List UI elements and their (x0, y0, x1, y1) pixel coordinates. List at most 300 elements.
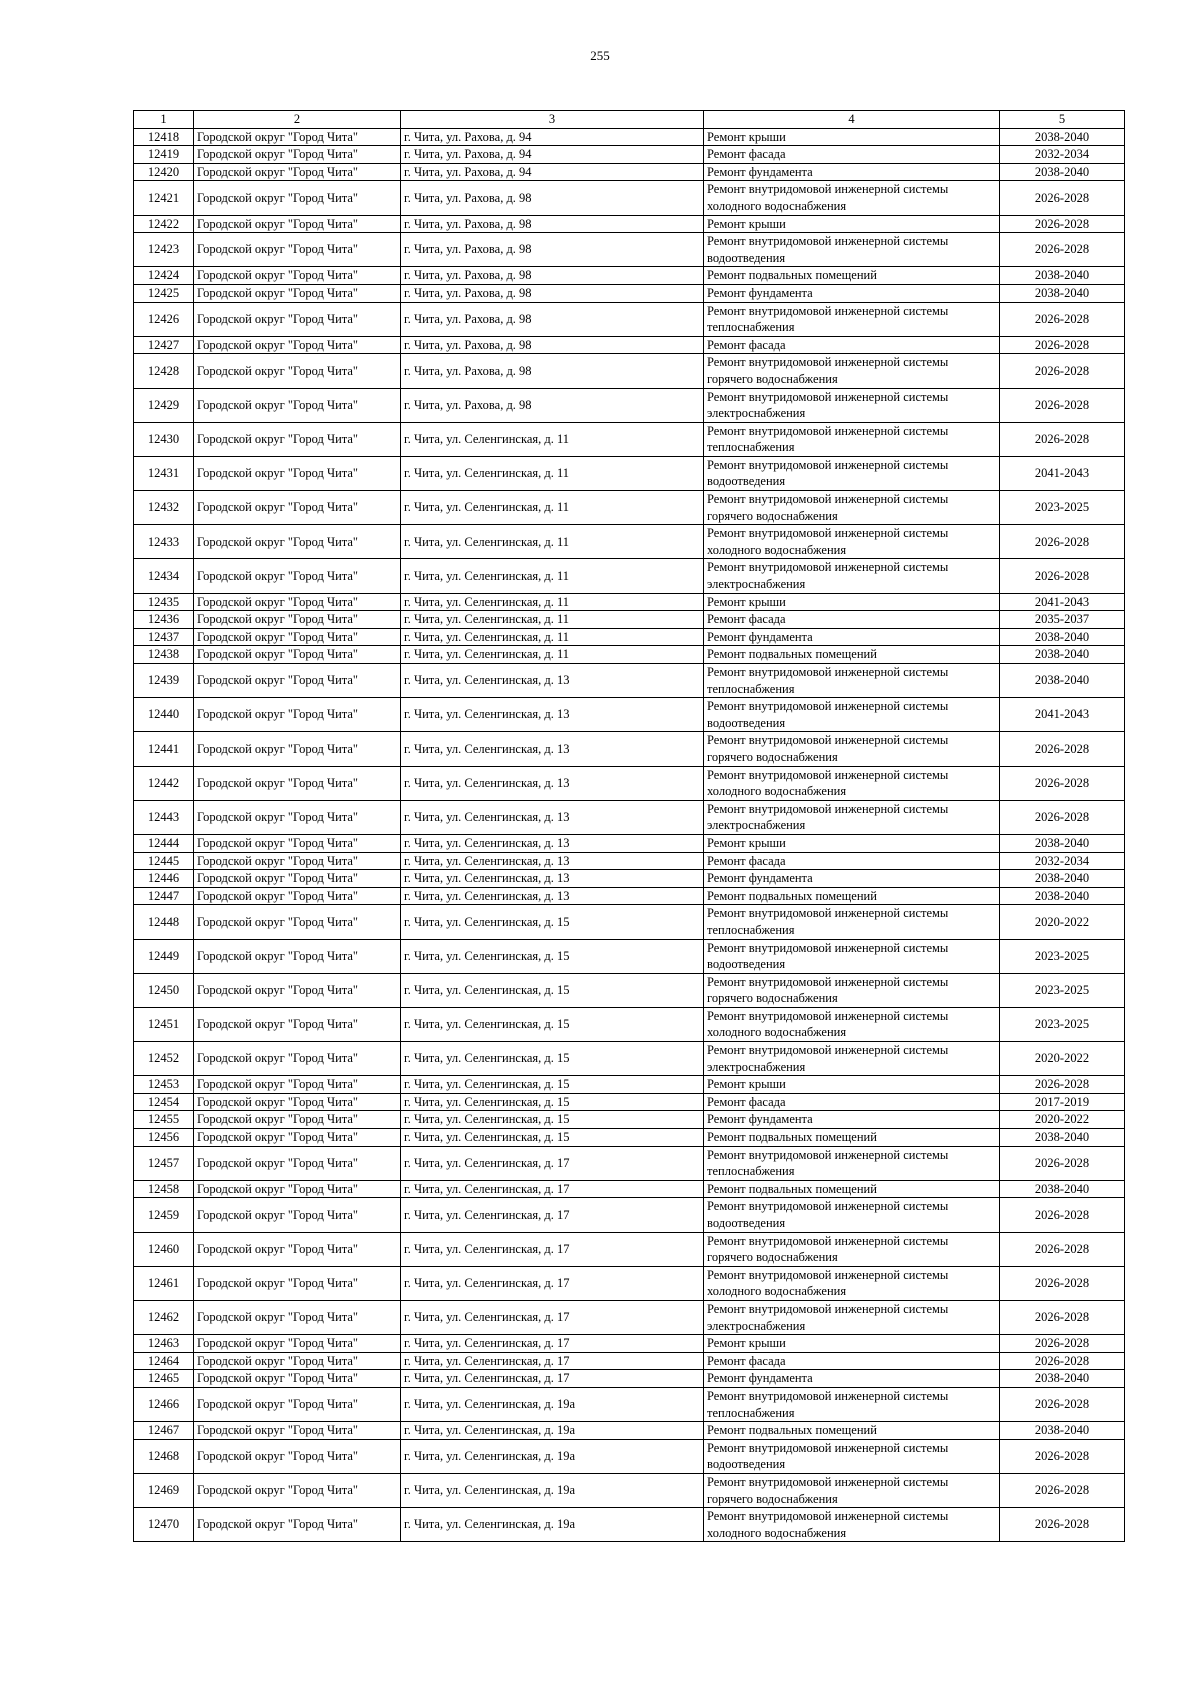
row-number-cell: 12440 (134, 698, 194, 732)
work-type-cell: Ремонт внутридомовой инженерной системы холодного водоснабжения (704, 181, 1000, 215)
row-number-cell: 12450 (134, 973, 194, 1007)
period-cell: 2026-2028 (1000, 1198, 1125, 1232)
row-number-cell: 12439 (134, 664, 194, 698)
work-type-cell: Ремонт внутридомовой инженерной системы электроснабжения (704, 1042, 1000, 1076)
period-cell: 2020-2022 (1000, 1042, 1125, 1076)
work-type-cell: Ремонт крыши (704, 834, 1000, 852)
work-type-cell: Ремонт внутридомовой инженерной системы холодного водоснабжения (704, 766, 1000, 800)
table-row (134, 559, 1125, 593)
address-cell: г. Чита, ул. Селенгинская, д. 17 (401, 1370, 704, 1388)
work-type-cell: Ремонт внутридомовой инженерной системы холодного водоснабжения (704, 1508, 1000, 1542)
table-row (134, 1007, 1125, 1041)
work-type-cell: Ремонт крыши (704, 1335, 1000, 1353)
table-row (134, 336, 1125, 354)
table-row (134, 215, 1125, 233)
table-row (134, 628, 1125, 646)
period-cell: 2026-2028 (1000, 1508, 1125, 1542)
row-number-cell: 12470 (134, 1508, 194, 1542)
table-row (134, 302, 1125, 336)
address-cell: г. Чита, ул. Рахова, д. 98 (401, 388, 704, 422)
municipality-cell: Городской округ "Город Чита" (194, 1508, 401, 1542)
work-type-cell: Ремонт внутридомовой инженерной системы горячего водоснабжения (704, 732, 1000, 766)
municipality-cell: Городской округ "Город Чита" (194, 1129, 401, 1147)
row-number-cell: 12460 (134, 1232, 194, 1266)
municipality-cell: Городской округ "Город Чита" (194, 1198, 401, 1232)
table-row (134, 1473, 1125, 1507)
row-number-cell: 12442 (134, 766, 194, 800)
row-number-cell: 12453 (134, 1076, 194, 1094)
table-header-row (134, 111, 1125, 129)
municipality-cell: Городской округ "Город Чита" (194, 973, 401, 1007)
row-number-cell: 12445 (134, 852, 194, 870)
period-cell: 2038-2040 (1000, 834, 1125, 852)
period-cell: 2038-2040 (1000, 628, 1125, 646)
municipality-cell: Городской округ "Город Чита" (194, 233, 401, 267)
address-cell: г. Чита, ул. Селенгинская, д. 11 (401, 646, 704, 664)
row-number-cell: 12419 (134, 146, 194, 164)
municipality-cell: Городской округ "Город Чита" (194, 215, 401, 233)
municipality-cell: Городской округ "Город Чита" (194, 388, 401, 422)
municipality-cell: Городской округ "Город Чита" (194, 525, 401, 559)
table-row (134, 834, 1125, 852)
municipality-cell: Городской округ "Город Чита" (194, 834, 401, 852)
municipality-cell: Городской округ "Город Чита" (194, 593, 401, 611)
municipality-cell: Городской округ "Город Чита" (194, 163, 401, 181)
period-cell: 2026-2028 (1000, 422, 1125, 456)
table-row (134, 1352, 1125, 1370)
period-cell: 2023-2025 (1000, 1007, 1125, 1041)
address-cell: г. Чита, ул. Селенгинская, д. 11 (401, 593, 704, 611)
period-cell: 2038-2040 (1000, 1129, 1125, 1147)
municipality-cell: Городской округ "Город Чита" (194, 1093, 401, 1111)
work-type-cell: Ремонт фундамента (704, 1370, 1000, 1388)
period-cell: 2038-2040 (1000, 284, 1125, 302)
address-cell: г. Чита, ул. Рахова, д. 94 (401, 163, 704, 181)
municipality-cell: Городской округ "Город Чита" (194, 1076, 401, 1094)
row-number-cell: 12448 (134, 905, 194, 939)
work-type-cell: Ремонт внутридомовой инженерной системы электроснабжения (704, 559, 1000, 593)
address-cell: г. Чита, ул. Рахова, д. 94 (401, 128, 704, 146)
table-row (134, 732, 1125, 766)
row-number-cell: 12465 (134, 1370, 194, 1388)
period-cell: 2038-2040 (1000, 870, 1125, 888)
period-cell: 2026-2028 (1000, 559, 1125, 593)
table-row (134, 973, 1125, 1007)
address-cell: г. Чита, ул. Селенгинская, д. 15 (401, 973, 704, 1007)
period-cell: 2038-2040 (1000, 163, 1125, 181)
municipality-cell: Городской округ "Город Чита" (194, 664, 401, 698)
period-cell: 2026-2028 (1000, 525, 1125, 559)
header-cell: 4 (704, 111, 1000, 129)
address-cell: г. Чита, ул. Рахова, д. 98 (401, 215, 704, 233)
row-number-cell: 12449 (134, 939, 194, 973)
table-row (134, 852, 1125, 870)
period-cell: 2026-2028 (1000, 1266, 1125, 1300)
table-row (134, 1370, 1125, 1388)
address-cell: г. Чита, ул. Селенгинская, д. 11 (401, 491, 704, 525)
period-cell: 2023-2025 (1000, 973, 1125, 1007)
municipality-cell: Городской округ "Город Чита" (194, 1335, 401, 1353)
row-number-cell: 12468 (134, 1439, 194, 1473)
table-row (134, 1180, 1125, 1198)
table-row (134, 646, 1125, 664)
municipality-cell: Городской округ "Город Чита" (194, 422, 401, 456)
address-cell: г. Чита, ул. Селенгинская, д. 13 (401, 664, 704, 698)
row-number-cell: 12437 (134, 628, 194, 646)
address-cell: г. Чита, ул. Селенгинская, д. 19а (401, 1387, 704, 1421)
address-cell: г. Чита, ул. Рахова, д. 98 (401, 336, 704, 354)
period-cell: 2023-2025 (1000, 939, 1125, 973)
table-row (134, 388, 1125, 422)
row-number-cell: 12467 (134, 1422, 194, 1440)
table-row (134, 939, 1125, 973)
row-number-cell: 12421 (134, 181, 194, 215)
period-cell: 2026-2028 (1000, 1076, 1125, 1094)
row-number-cell: 12426 (134, 302, 194, 336)
row-number-cell: 12458 (134, 1180, 194, 1198)
municipality-cell: Городской округ "Город Чита" (194, 732, 401, 766)
period-cell: 2026-2028 (1000, 1335, 1125, 1353)
row-number-cell: 12454 (134, 1093, 194, 1111)
row-number-cell: 12455 (134, 1111, 194, 1129)
work-type-cell: Ремонт крыши (704, 128, 1000, 146)
municipality-cell: Городской округ "Город Чита" (194, 284, 401, 302)
municipality-cell: Городской округ "Город Чита" (194, 800, 401, 834)
table-row (134, 456, 1125, 490)
header-cell: 1 (134, 111, 194, 129)
header-cell: 2 (194, 111, 401, 129)
address-cell: г. Чита, ул. Селенгинская, д. 13 (401, 870, 704, 888)
municipality-cell: Городской округ "Город Чита" (194, 1387, 401, 1421)
address-cell: г. Чита, ул. Селенгинская, д. 13 (401, 800, 704, 834)
municipality-cell: Городской округ "Город Чита" (194, 628, 401, 646)
period-cell: 2026-2028 (1000, 1473, 1125, 1507)
municipality-cell: Городской округ "Город Чита" (194, 181, 401, 215)
work-type-cell: Ремонт фасада (704, 611, 1000, 629)
work-type-cell: Ремонт внутридомовой инженерной системы водоотведения (704, 233, 1000, 267)
municipality-cell: Городской округ "Город Чита" (194, 1422, 401, 1440)
period-cell: 2026-2028 (1000, 302, 1125, 336)
table-row (134, 1232, 1125, 1266)
table-row (134, 1439, 1125, 1473)
table-row (134, 284, 1125, 302)
period-cell: 2026-2028 (1000, 354, 1125, 388)
address-cell: г. Чита, ул. Селенгинская, д. 17 (401, 1300, 704, 1334)
municipality-cell: Городской округ "Город Чита" (194, 939, 401, 973)
work-type-cell: Ремонт внутридомовой инженерной системы водоотведения (704, 1198, 1000, 1232)
row-number-cell: 12463 (134, 1335, 194, 1353)
period-cell: 2041-2043 (1000, 593, 1125, 611)
address-cell: г. Чита, ул. Селенгинская, д. 17 (401, 1352, 704, 1370)
row-number-cell: 12451 (134, 1007, 194, 1041)
address-cell: г. Чита, ул. Селенгинская, д. 15 (401, 939, 704, 973)
row-number-cell: 12423 (134, 233, 194, 267)
row-number-cell: 12456 (134, 1129, 194, 1147)
address-cell: г. Чита, ул. Селенгинская, д. 15 (401, 905, 704, 939)
work-type-cell: Ремонт внутридомовой инженерной системы водоотведения (704, 1439, 1000, 1473)
work-type-cell: Ремонт внутридомовой инженерной системы водоотведения (704, 939, 1000, 973)
table-row (134, 1093, 1125, 1111)
address-cell: г. Чита, ул. Селенгинская, д. 11 (401, 628, 704, 646)
municipality-cell: Городской округ "Город Чита" (194, 1370, 401, 1388)
row-number-cell: 12436 (134, 611, 194, 629)
row-number-cell: 12462 (134, 1300, 194, 1334)
municipality-cell: Городской округ "Город Чита" (194, 870, 401, 888)
municipality-cell: Городской округ "Город Чита" (194, 1111, 401, 1129)
work-type-cell: Ремонт фасада (704, 336, 1000, 354)
row-number-cell: 12420 (134, 163, 194, 181)
address-cell: г. Чита, ул. Селенгинская, д. 11 (401, 611, 704, 629)
period-cell: 2026-2028 (1000, 1439, 1125, 1473)
period-cell: 2017-2019 (1000, 1093, 1125, 1111)
row-number-cell: 12459 (134, 1198, 194, 1232)
row-number-cell: 12431 (134, 456, 194, 490)
address-cell: г. Чита, ул. Селенгинская, д. 13 (401, 766, 704, 800)
row-number-cell: 12447 (134, 887, 194, 905)
table-row (134, 1387, 1125, 1421)
address-cell: г. Чита, ул. Селенгинская, д. 19а (401, 1473, 704, 1507)
address-cell: г. Чита, ул. Рахова, д. 94 (401, 146, 704, 164)
period-cell: 2038-2040 (1000, 1370, 1125, 1388)
work-type-cell: Ремонт крыши (704, 593, 1000, 611)
work-type-cell: Ремонт внутридомовой инженерной системы водоотведения (704, 698, 1000, 732)
address-cell: г. Чита, ул. Рахова, д. 98 (401, 284, 704, 302)
municipality-cell: Городской округ "Город Чита" (194, 887, 401, 905)
work-type-cell: Ремонт фасада (704, 1352, 1000, 1370)
municipality-cell: Городской округ "Город Чита" (194, 559, 401, 593)
address-cell: г. Чита, ул. Селенгинская, д. 17 (401, 1146, 704, 1180)
table-row (134, 181, 1125, 215)
address-cell: г. Чита, ул. Селенгинская, д. 13 (401, 887, 704, 905)
work-type-cell: Ремонт крыши (704, 215, 1000, 233)
municipality-cell: Городской округ "Город Чита" (194, 336, 401, 354)
municipality-cell: Городской округ "Город Чита" (194, 646, 401, 664)
work-type-cell: Ремонт внутридомовой инженерной системы горячего водоснабжения (704, 1232, 1000, 1266)
header-cell: 3 (401, 111, 704, 129)
table-row (134, 698, 1125, 732)
table-row (134, 1076, 1125, 1094)
table-row (134, 1508, 1125, 1542)
work-type-cell: Ремонт внутридомовой инженерной системы холодного водоснабжения (704, 1007, 1000, 1041)
period-cell: 2020-2022 (1000, 905, 1125, 939)
table-row (134, 1266, 1125, 1300)
municipality-cell: Городской округ "Город Чита" (194, 354, 401, 388)
period-cell: 2038-2040 (1000, 664, 1125, 698)
period-cell: 2026-2028 (1000, 233, 1125, 267)
period-cell: 2020-2022 (1000, 1111, 1125, 1129)
period-cell: 2038-2040 (1000, 267, 1125, 285)
period-cell: 2026-2028 (1000, 336, 1125, 354)
table-row (134, 905, 1125, 939)
table-row (134, 233, 1125, 267)
address-cell: г. Чита, ул. Рахова, д. 98 (401, 233, 704, 267)
municipality-cell: Городской округ "Город Чита" (194, 1042, 401, 1076)
municipality-cell: Городской округ "Город Чита" (194, 1439, 401, 1473)
work-type-cell: Ремонт подвальных помещений (704, 1422, 1000, 1440)
work-type-cell: Ремонт внутридомовой инженерной системы теплоснабжения (704, 422, 1000, 456)
row-number-cell: 12428 (134, 354, 194, 388)
address-cell: г. Чита, ул. Рахова, д. 98 (401, 181, 704, 215)
municipality-cell: Городской округ "Город Чита" (194, 146, 401, 164)
address-cell: г. Чита, ул. Селенгинская, д. 15 (401, 1129, 704, 1147)
table-row (134, 163, 1125, 181)
address-cell: г. Чита, ул. Селенгинская, д. 11 (401, 559, 704, 593)
address-cell: г. Чита, ул. Селенгинская, д. 13 (401, 698, 704, 732)
table-row (134, 1111, 1125, 1129)
table-row (134, 593, 1125, 611)
table-row (134, 766, 1125, 800)
municipality-cell: Городской округ "Город Чита" (194, 128, 401, 146)
table-row (134, 1422, 1125, 1440)
municipality-cell: Городской округ "Город Чита" (194, 267, 401, 285)
municipality-cell: Городской округ "Город Чита" (194, 852, 401, 870)
work-type-cell: Ремонт внутридомовой инженерной системы водоотведения (704, 456, 1000, 490)
row-number-cell: 12461 (134, 1266, 194, 1300)
work-type-cell: Ремонт фундамента (704, 1111, 1000, 1129)
work-type-cell: Ремонт внутридомовой инженерной системы теплоснабжения (704, 302, 1000, 336)
address-cell: г. Чита, ул. Селенгинская, д. 17 (401, 1335, 704, 1353)
address-cell: г. Чита, ул. Селенгинская, д. 15 (401, 1042, 704, 1076)
row-number-cell: 12425 (134, 284, 194, 302)
period-cell: 2038-2040 (1000, 1422, 1125, 1440)
period-cell: 2038-2040 (1000, 128, 1125, 146)
address-cell: г. Чита, ул. Селенгинская, д. 15 (401, 1111, 704, 1129)
period-cell: 2026-2028 (1000, 1232, 1125, 1266)
work-type-cell: Ремонт подвальных помещений (704, 1180, 1000, 1198)
period-cell: 2023-2025 (1000, 491, 1125, 525)
table-body (134, 111, 1125, 1542)
row-number-cell: 12429 (134, 388, 194, 422)
work-type-cell: Ремонт внутридомовой инженерной системы теплоснабжения (704, 1387, 1000, 1421)
table-row (134, 1198, 1125, 1232)
address-cell: г. Чита, ул. Селенгинская, д. 17 (401, 1266, 704, 1300)
address-cell: г. Чита, ул. Селенгинская, д. 11 (401, 525, 704, 559)
period-cell: 2035-2037 (1000, 611, 1125, 629)
row-number-cell: 12443 (134, 800, 194, 834)
address-cell: г. Чита, ул. Селенгинская, д. 17 (401, 1232, 704, 1266)
row-number-cell: 12430 (134, 422, 194, 456)
municipality-cell: Городской округ "Город Чита" (194, 1146, 401, 1180)
municipality-cell: Городской округ "Город Чита" (194, 302, 401, 336)
address-cell: г. Чита, ул. Рахова, д. 98 (401, 267, 704, 285)
work-type-cell: Ремонт внутридомовой инженерной системы теплоснабжения (704, 1146, 1000, 1180)
period-cell: 2038-2040 (1000, 1180, 1125, 1198)
period-cell: 2026-2028 (1000, 732, 1125, 766)
work-type-cell: Ремонт крыши (704, 1076, 1000, 1094)
row-number-cell: 12422 (134, 215, 194, 233)
address-cell: г. Чита, ул. Селенгинская, д. 15 (401, 1076, 704, 1094)
work-type-cell: Ремонт подвальных помещений (704, 646, 1000, 664)
work-type-cell: Ремонт внутридомовой инженерной системы холодного водоснабжения (704, 1266, 1000, 1300)
row-number-cell: 12438 (134, 646, 194, 664)
work-type-cell: Ремонт внутридомовой инженерной системы теплоснабжения (704, 664, 1000, 698)
row-number-cell: 12434 (134, 559, 194, 593)
work-type-cell: Ремонт фундамента (704, 163, 1000, 181)
address-cell: г. Чита, ул. Селенгинская, д. 19а (401, 1422, 704, 1440)
period-cell: 2026-2028 (1000, 388, 1125, 422)
work-type-cell: Ремонт фундамента (704, 284, 1000, 302)
table-row (134, 146, 1125, 164)
row-number-cell: 12446 (134, 870, 194, 888)
address-cell: г. Чита, ул. Селенгинская, д. 13 (401, 852, 704, 870)
work-type-cell: Ремонт фасада (704, 146, 1000, 164)
work-type-cell: Ремонт подвальных помещений (704, 887, 1000, 905)
address-cell: г. Чита, ул. Селенгинская, д. 19а (401, 1508, 704, 1542)
municipality-cell: Городской округ "Город Чита" (194, 456, 401, 490)
table-row (134, 267, 1125, 285)
period-cell: 2041-2043 (1000, 456, 1125, 490)
address-cell: г. Чита, ул. Селенгинская, д. 19а (401, 1439, 704, 1473)
work-type-cell: Ремонт внутридомовой инженерной системы горячего водоснабжения (704, 354, 1000, 388)
period-cell: 2026-2028 (1000, 766, 1125, 800)
table-row (134, 1146, 1125, 1180)
row-number-cell: 12444 (134, 834, 194, 852)
table-row (134, 422, 1125, 456)
table-row (134, 664, 1125, 698)
row-number-cell: 12452 (134, 1042, 194, 1076)
work-type-cell: Ремонт фундамента (704, 870, 1000, 888)
table-row (134, 1300, 1125, 1334)
table-row (134, 525, 1125, 559)
work-type-cell: Ремонт внутридомовой инженерной системы электроснабжения (704, 800, 1000, 834)
table-row (134, 1042, 1125, 1076)
period-cell: 2032-2034 (1000, 852, 1125, 870)
work-type-cell: Ремонт внутридомовой инженерной системы холодного водоснабжения (704, 525, 1000, 559)
period-cell: 2026-2028 (1000, 1146, 1125, 1180)
address-cell: г. Чита, ул. Селенгинская, д. 13 (401, 732, 704, 766)
table-row (134, 800, 1125, 834)
work-type-cell: Ремонт подвальных помещений (704, 267, 1000, 285)
period-cell: 2026-2028 (1000, 800, 1125, 834)
municipality-cell: Городской округ "Город Чита" (194, 1180, 401, 1198)
row-number-cell: 12441 (134, 732, 194, 766)
work-type-cell: Ремонт внутридомовой инженерной системы горячего водоснабжения (704, 1473, 1000, 1507)
municipality-cell: Городской округ "Город Чита" (194, 1300, 401, 1334)
table-row (134, 611, 1125, 629)
period-cell: 2026-2028 (1000, 215, 1125, 233)
address-cell: г. Чита, ул. Селенгинская, д. 15 (401, 1093, 704, 1111)
period-cell: 2026-2028 (1000, 1352, 1125, 1370)
municipality-cell: Городской округ "Город Чита" (194, 1232, 401, 1266)
address-cell: г. Чита, ул. Селенгинская, д. 11 (401, 422, 704, 456)
work-type-cell: Ремонт подвальных помещений (704, 1129, 1000, 1147)
row-number-cell: 12424 (134, 267, 194, 285)
table-row (134, 1129, 1125, 1147)
period-cell: 2041-2043 (1000, 698, 1125, 732)
work-type-cell: Ремонт внутридомовой инженерной системы электроснабжения (704, 388, 1000, 422)
table-row (134, 1335, 1125, 1353)
municipality-cell: Городской округ "Город Чита" (194, 1007, 401, 1041)
work-type-cell: Ремонт внутридомовой инженерной системы горячего водоснабжения (704, 973, 1000, 1007)
table-row (134, 491, 1125, 525)
work-type-cell: Ремонт внутридомовой инженерной системы электроснабжения (704, 1300, 1000, 1334)
work-type-cell: Ремонт внутридомовой инженерной системы горячего водоснабжения (704, 491, 1000, 525)
repair-schedule-table (133, 110, 1125, 1542)
address-cell: г. Чита, ул. Селенгинская, д. 13 (401, 834, 704, 852)
page-number: 255 (590, 48, 610, 63)
table-row (134, 128, 1125, 146)
table-row (134, 887, 1125, 905)
table-row (134, 870, 1125, 888)
municipality-cell: Городской округ "Город Чита" (194, 766, 401, 800)
address-cell: г. Чита, ул. Селенгинская, д. 17 (401, 1180, 704, 1198)
period-cell: 2038-2040 (1000, 887, 1125, 905)
municipality-cell: Городской округ "Город Чита" (194, 698, 401, 732)
municipality-cell: Городской округ "Город Чита" (194, 1352, 401, 1370)
period-cell: 2032-2034 (1000, 146, 1125, 164)
address-cell: г. Чита, ул. Селенгинская, д. 15 (401, 1007, 704, 1041)
work-type-cell: Ремонт фундамента (704, 628, 1000, 646)
